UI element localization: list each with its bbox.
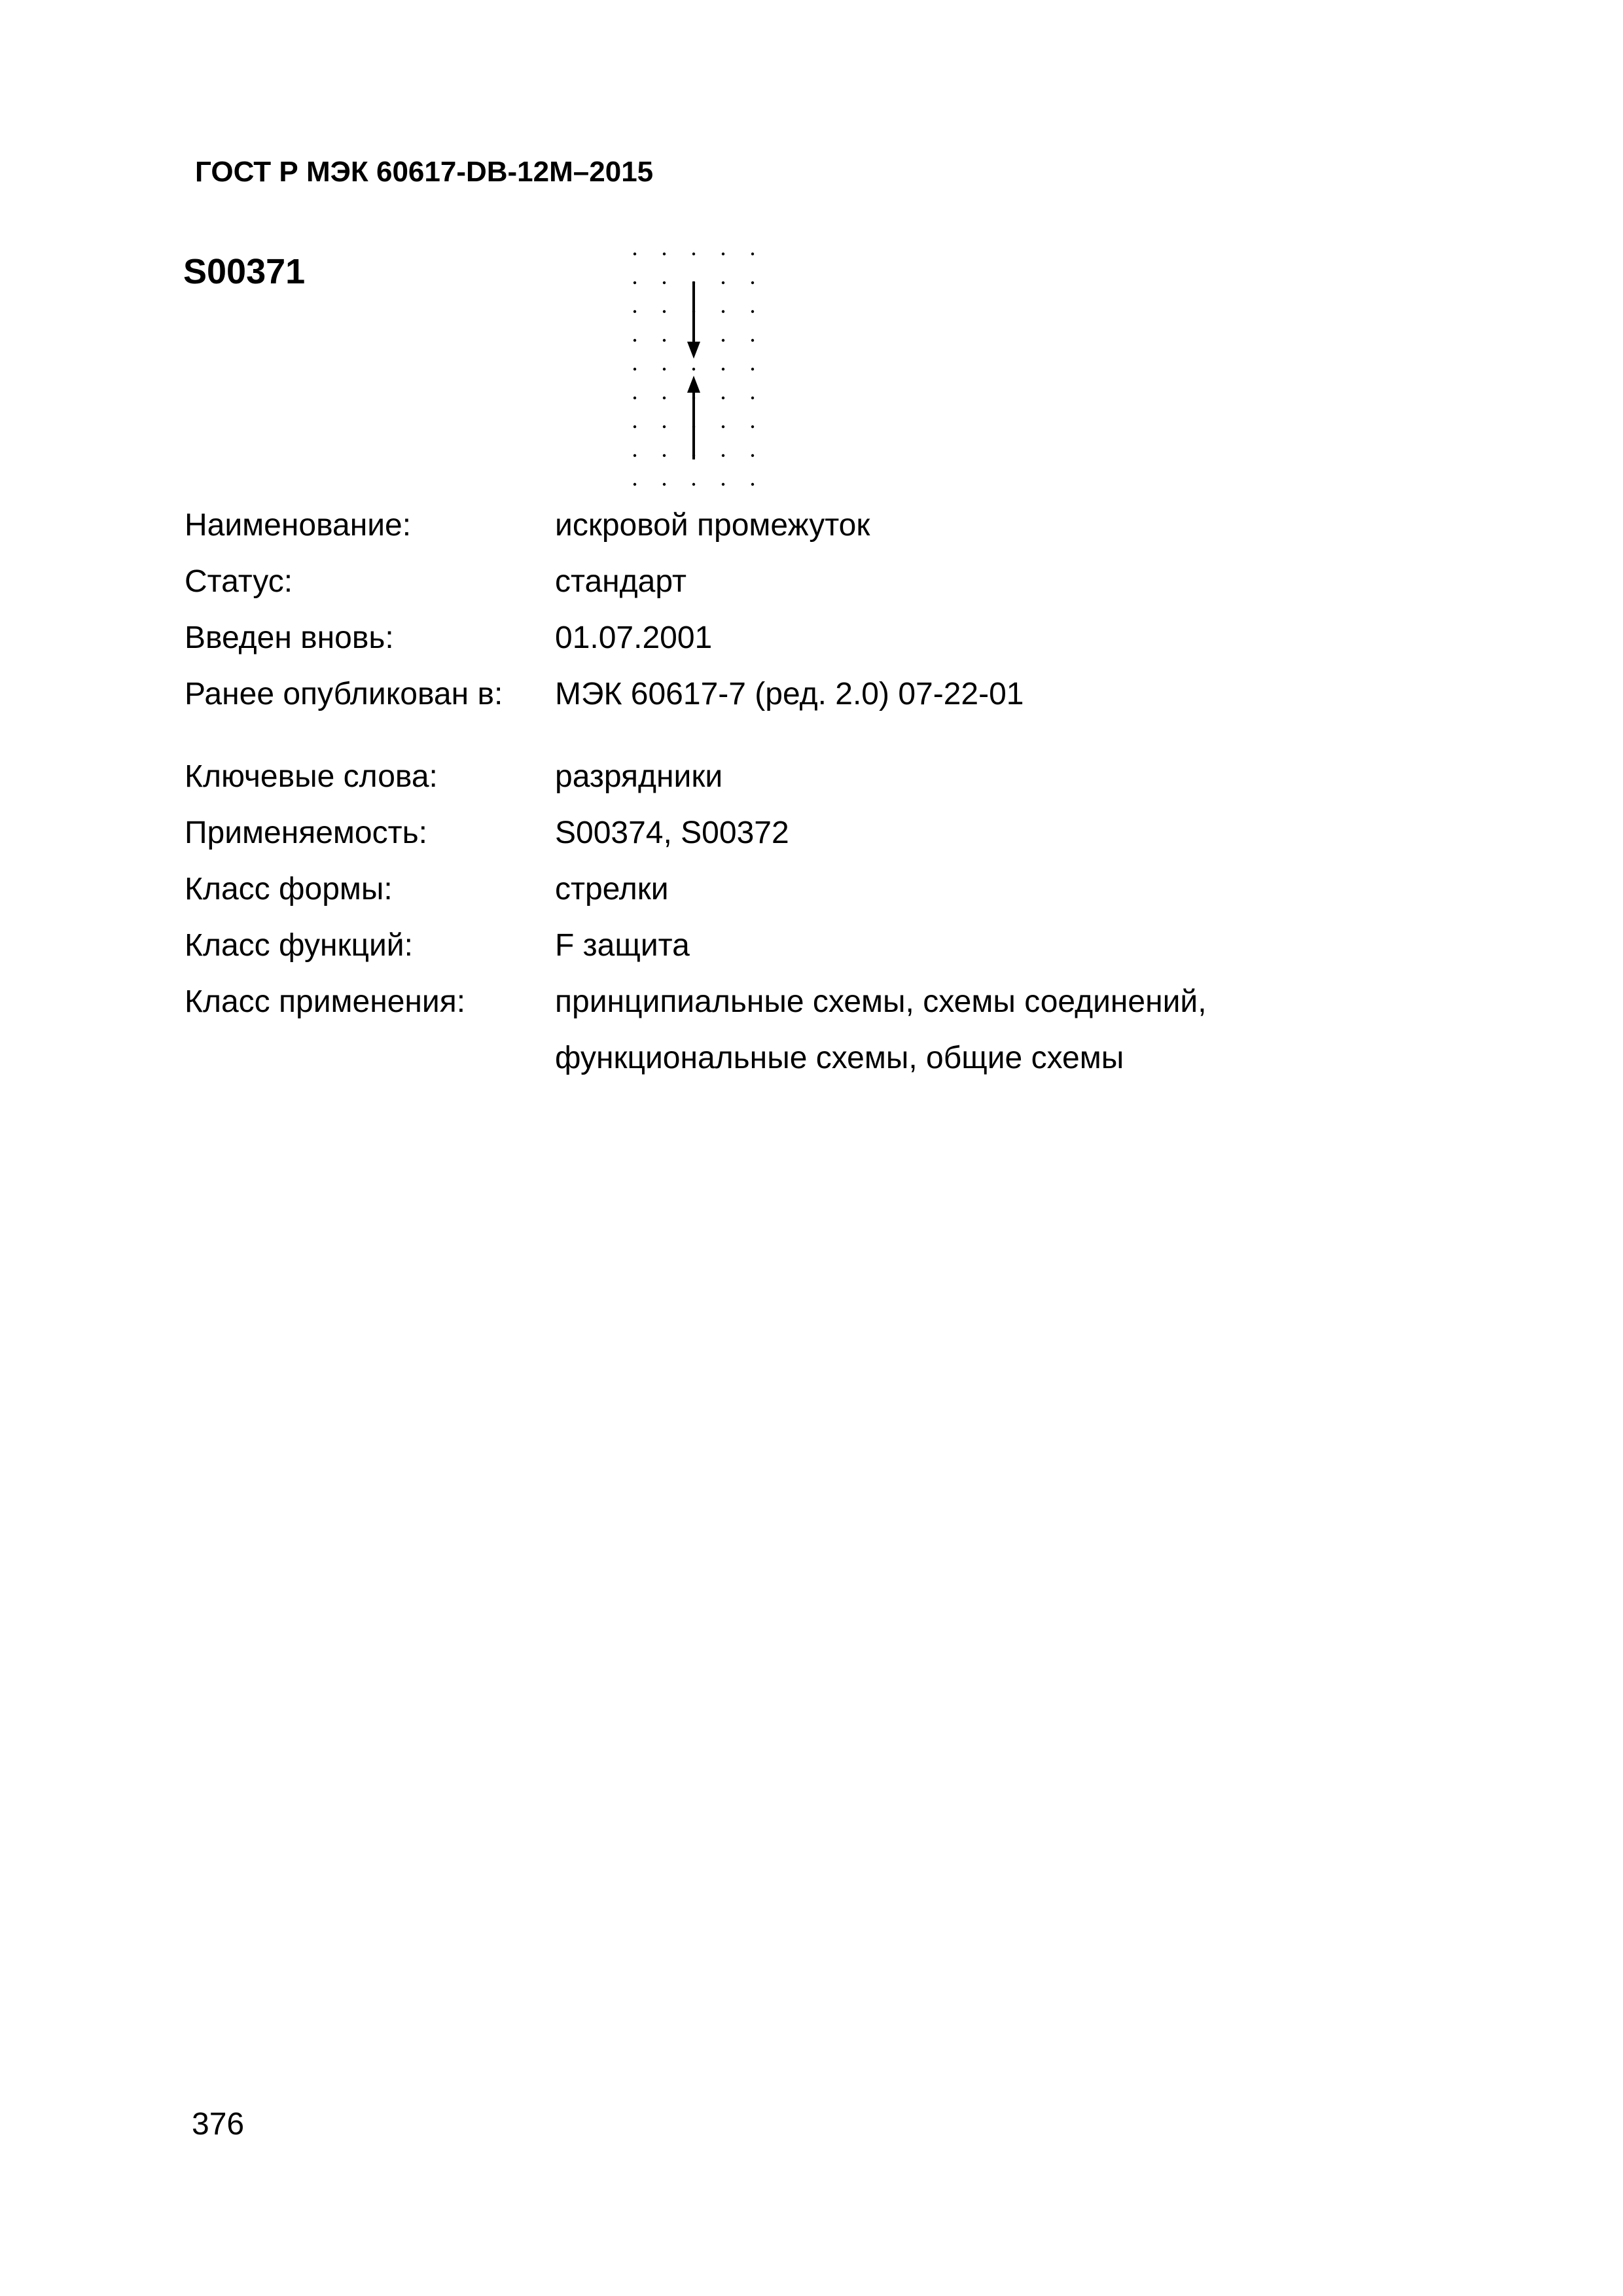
grid-dot xyxy=(692,368,695,370)
grid-dot xyxy=(633,368,636,370)
grid-dot xyxy=(633,253,636,255)
grid-dot xyxy=(722,339,724,342)
field-value: функциональные схемы, общие схемы xyxy=(555,1041,1124,1075)
grid-dot xyxy=(751,368,754,370)
grid-dot xyxy=(722,397,724,399)
field-label: Наименование: xyxy=(185,508,412,543)
grid-dot xyxy=(663,397,666,399)
field-label: Введен вновь: xyxy=(185,620,394,655)
grid-dot xyxy=(751,253,754,255)
document-header: ГОСТ Р МЭК 60617-DB-12M–2015 xyxy=(195,156,654,188)
grid-dot xyxy=(663,368,666,370)
grid-dot xyxy=(722,310,724,313)
field-label: Класс формы: xyxy=(185,872,393,906)
upper-arrow-head xyxy=(687,342,700,359)
field-value: МЭК 60617-7 (ред. 2.0) 07-22-01 xyxy=(555,677,1024,711)
grid-dot xyxy=(751,397,754,399)
grid-dot xyxy=(663,310,666,313)
grid-dot xyxy=(751,425,754,428)
grid-dot xyxy=(722,454,724,457)
grid-dot xyxy=(663,281,666,284)
grid-dot xyxy=(722,425,724,428)
grid-dot xyxy=(663,425,666,428)
grid-dot xyxy=(692,253,695,255)
grid-dot xyxy=(633,281,636,284)
grid-dot xyxy=(633,483,636,486)
field-label: Статус: xyxy=(185,564,293,599)
grid-dot xyxy=(751,339,754,342)
grid-dot xyxy=(751,310,754,313)
field-value: 01.07.2001 xyxy=(555,620,713,655)
grid-dot xyxy=(751,483,754,486)
grid-dot xyxy=(663,454,666,457)
page-number: 376 xyxy=(192,2107,245,2142)
field-label: Ключевые слова: xyxy=(185,759,438,794)
field-label: Применяемость: xyxy=(185,816,427,850)
grid-dot xyxy=(663,339,666,342)
grid-dot xyxy=(722,483,724,486)
field-value: искровой промежуток xyxy=(555,508,870,543)
grid-dot xyxy=(663,483,666,486)
grid-dot xyxy=(633,397,636,399)
grid-dot xyxy=(722,281,724,284)
grid-dot xyxy=(722,253,724,255)
grid-dot xyxy=(633,425,636,428)
grid-dot xyxy=(751,281,754,284)
field-label: Класс функций: xyxy=(185,928,413,963)
symbol-id: S00371 xyxy=(183,252,306,291)
field-value: принципиальные схемы, схемы соединений, xyxy=(555,984,1207,1019)
field-value: стандарт xyxy=(555,564,687,599)
field-label: Ранее опубликован в: xyxy=(185,677,503,711)
field-value: разрядники xyxy=(555,759,723,794)
grid-dot xyxy=(663,253,666,255)
grid-dot xyxy=(692,483,695,486)
grid-dot xyxy=(633,310,636,313)
lower-arrow-head xyxy=(687,376,700,393)
field-label: Класс применения: xyxy=(185,984,466,1019)
grid-dot xyxy=(633,339,636,342)
grid-dot xyxy=(751,454,754,457)
spark-gap-symbol xyxy=(615,242,772,491)
grid-dot xyxy=(722,368,724,370)
field-value: стрелки xyxy=(555,872,669,906)
field-value: F защита xyxy=(555,928,690,963)
grid-dot xyxy=(633,454,636,457)
field-value: S00374, S00372 xyxy=(555,816,789,850)
